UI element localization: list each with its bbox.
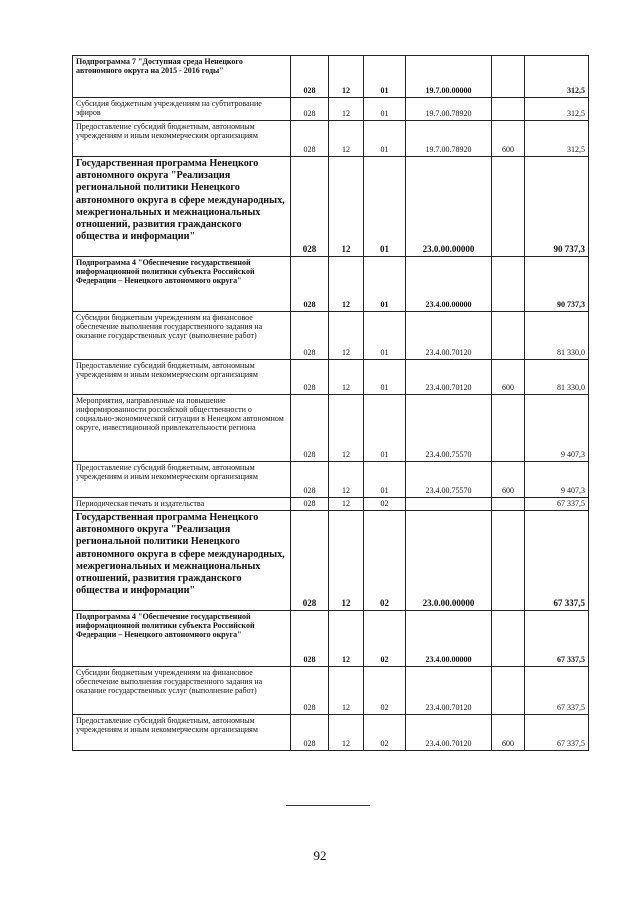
row-expense-type-cell xyxy=(492,157,525,257)
row-target-article-cell: 23.4.00.00000 xyxy=(406,257,492,312)
row-name-cell: Предоставление субсидий бюджетным, автономным учреждениям и иным некоммерческим организациям xyxy=(73,462,291,498)
row-sum-cell: 67 337,5 xyxy=(525,611,589,667)
row-sum-cell: 312,5 xyxy=(525,56,589,98)
row-name-cell: Периодическая печать и издательства xyxy=(73,498,291,511)
row-expense-type-cell xyxy=(492,667,525,715)
row-section-cell: 12 xyxy=(329,157,364,257)
row-target-article-cell: 23.4.00.75570 xyxy=(406,462,492,498)
row-subsection-cell: 01 xyxy=(364,257,406,312)
table-row xyxy=(73,511,589,611)
row-sum-cell: 90 737,3 xyxy=(525,257,589,312)
row-code-cell: 028 xyxy=(291,667,329,715)
row-section-cell: 12 xyxy=(329,498,364,511)
table-row xyxy=(73,121,589,157)
row-sum-cell: 67 337,5 xyxy=(525,511,589,611)
row-expense-type-cell xyxy=(492,98,525,121)
row-target-article-cell: 23.4.00.70120 xyxy=(406,667,492,715)
row-expense-type-cell: 600 xyxy=(492,462,525,498)
row-name-cell: Субсидия бюджетным учреждениям на субтитрование эфиров xyxy=(73,98,291,121)
row-sum-cell: 81 330,0 xyxy=(525,312,589,360)
row-code-cell: 028 xyxy=(291,312,329,360)
table-row xyxy=(73,611,589,667)
row-code-cell: 028 xyxy=(291,257,329,312)
row-name-cell: Государственная программа Ненецкого автономного округа "Реализация региональной политики Ненецкого автономного округа в сфере международных, межрегиональных и межнациональных отношений, развития гражданского общества и информации" xyxy=(73,157,291,257)
row-code-cell: 028 xyxy=(291,121,329,157)
row-subsection-cell: 01 xyxy=(364,462,406,498)
row-target-article-cell xyxy=(406,498,492,511)
row-expense-type-cell xyxy=(492,257,525,312)
row-target-article-cell: 23.0.00.00000 xyxy=(406,511,492,611)
row-sum-cell: 67 337,5 xyxy=(525,667,589,715)
row-section-cell: 12 xyxy=(329,667,364,715)
row-sum-cell: 67 337,5 xyxy=(525,498,589,511)
row-code-cell: 028 xyxy=(291,157,329,257)
footnote-divider xyxy=(286,805,370,806)
row-section-cell: 12 xyxy=(329,511,364,611)
row-target-article-cell: 19.7.00.78920 xyxy=(406,98,492,121)
row-subsection-cell: 01 xyxy=(364,395,406,462)
row-target-article-cell: 23.4.00.70120 xyxy=(406,312,492,360)
row-code-cell: 028 xyxy=(291,511,329,611)
table-row xyxy=(73,360,589,395)
table-row xyxy=(73,462,589,498)
row-expense-type-cell xyxy=(492,56,525,98)
row-code-cell: 028 xyxy=(291,98,329,121)
row-code-cell: 028 xyxy=(291,462,329,498)
row-subsection-cell: 01 xyxy=(364,312,406,360)
table-row xyxy=(73,667,589,715)
row-subsection-cell: 01 xyxy=(364,121,406,157)
row-section-cell: 12 xyxy=(329,257,364,312)
table-row xyxy=(73,715,589,751)
row-section-cell: 12 xyxy=(329,312,364,360)
row-sum-cell: 67 337,5 xyxy=(525,715,589,751)
row-section-cell: 12 xyxy=(329,56,364,98)
row-code-cell: 028 xyxy=(291,498,329,511)
row-expense-type-cell xyxy=(492,511,525,611)
row-subsection-cell: 01 xyxy=(364,157,406,257)
row-section-cell: 12 xyxy=(329,395,364,462)
row-expense-type-cell: 600 xyxy=(492,360,525,395)
table-row xyxy=(73,257,589,312)
row-name-cell: Подпрограмма 4 "Обеспечение государственной информационной политики субъекта Российской Федерации – Ненецкого автономного округа" xyxy=(73,611,291,667)
row-target-article-cell: 23.0.00.00000 xyxy=(406,157,492,257)
row-section-cell: 12 xyxy=(329,611,364,667)
row-code-cell: 028 xyxy=(291,360,329,395)
row-sum-cell: 312,5 xyxy=(525,121,589,157)
row-expense-type-cell: 600 xyxy=(492,715,525,751)
row-name-cell: Предоставление субсидий бюджетным, автономным учреждениям и иным некоммерческим организациям xyxy=(73,715,291,751)
row-target-article-cell: 23.4.00.70120 xyxy=(406,360,492,395)
row-expense-type-cell xyxy=(492,395,525,462)
table-row xyxy=(73,56,589,98)
row-name-cell: Мероприятия, направленные на повышение информированности российской общественности о социально-экономической ситуации в Ненецком автономном округе, инвестиционной привлекательности региона xyxy=(73,395,291,462)
row-expense-type-cell: 600 xyxy=(492,121,525,157)
row-name-cell: Государственная программа Ненецкого автономного округа "Реализация региональной политики Ненецкого автономного округа в сфере международных, межрегиональных и межнациональных отношений, развития гражданского общества и информации" xyxy=(73,511,291,611)
row-subsection-cell: 02 xyxy=(364,715,406,751)
row-name-cell: Субсидии бюджетным учреждениям на финансовое обеспечение выполнения государственного задания на оказание государственных услуг (выполнение работ) xyxy=(73,667,291,715)
row-subsection-cell: 01 xyxy=(364,56,406,98)
row-sum-cell: 81 330,0 xyxy=(525,360,589,395)
row-subsection-cell: 02 xyxy=(364,611,406,667)
row-name-cell: Субсидии бюджетным учреждениям на финансовое обеспечение выполнения государственного задания на оказание государственных услуг (выполнение работ) xyxy=(73,312,291,360)
table-row xyxy=(73,98,589,121)
row-target-article-cell: 23.4.00.75570 xyxy=(406,395,492,462)
row-name-cell: Предоставление субсидий бюджетным, автономным учреждениям и иным некоммерческим организациям xyxy=(73,360,291,395)
row-subsection-cell: 01 xyxy=(364,360,406,395)
row-target-article-cell: 19.7.00.78920 xyxy=(406,121,492,157)
table-row xyxy=(73,498,589,511)
row-name-cell: Подпрограмма 4 "Обеспечение государственной информационной политики субъекта Российской Федерации – Ненецкого автономного округа" xyxy=(73,257,291,312)
table-row xyxy=(73,395,589,462)
row-subsection-cell: 02 xyxy=(364,498,406,511)
row-section-cell: 12 xyxy=(329,715,364,751)
row-sum-cell: 9 407,3 xyxy=(525,395,589,462)
row-section-cell: 12 xyxy=(329,98,364,121)
row-target-article-cell: 19.7.00.00000 xyxy=(406,56,492,98)
row-name-cell: Подпрограмма 7 "Доступная среда Ненецкого автономного округа на 2015 - 2016 годы" xyxy=(73,56,291,98)
row-subsection-cell: 02 xyxy=(364,511,406,611)
row-code-cell: 028 xyxy=(291,56,329,98)
row-subsection-cell: 01 xyxy=(364,98,406,121)
table-row xyxy=(73,157,589,257)
row-subsection-cell: 02 xyxy=(364,667,406,715)
row-name-cell: Предоставление субсидий бюджетным, автономным учреждениям и иным некоммерческим организациям xyxy=(73,121,291,157)
row-section-cell: 12 xyxy=(329,121,364,157)
row-expense-type-cell xyxy=(492,312,525,360)
table-row xyxy=(73,312,589,360)
table-body xyxy=(73,56,589,751)
row-section-cell: 12 xyxy=(329,462,364,498)
page-number: 92 xyxy=(313,848,327,863)
row-section-cell: 12 xyxy=(329,360,364,395)
row-code-cell: 028 xyxy=(291,395,329,462)
row-code-cell: 028 xyxy=(291,611,329,667)
budget-table xyxy=(72,55,589,751)
row-target-article-cell: 23.4.00.00000 xyxy=(406,611,492,667)
row-sum-cell: 90 737,3 xyxy=(525,157,589,257)
row-sum-cell: 9 407,3 xyxy=(525,462,589,498)
row-code-cell: 028 xyxy=(291,715,329,751)
row-sum-cell: 312,5 xyxy=(525,98,589,121)
row-expense-type-cell xyxy=(492,498,525,511)
row-target-article-cell: 23.4.00.70120 xyxy=(406,715,492,751)
row-expense-type-cell xyxy=(492,611,525,667)
